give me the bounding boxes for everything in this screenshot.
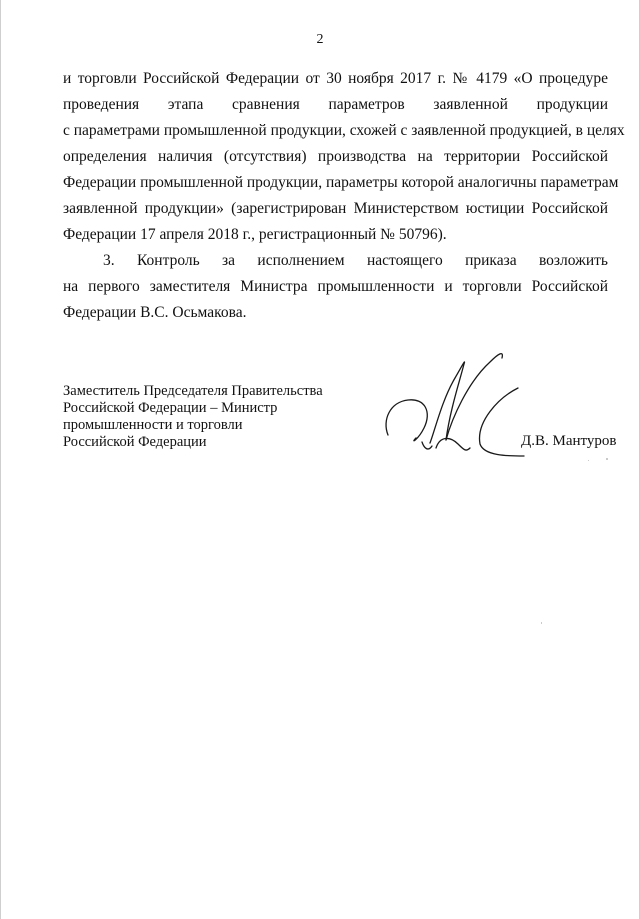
- paragraph-line: Федерации 17 апреля 2018 г., регистрационный № 50796).: [63, 226, 447, 243]
- signer-title-line: Российской Федерации – Министр: [63, 400, 278, 416]
- paragraph-line: проведения этапа сравнения параметров заявленной продукции: [63, 96, 608, 113]
- paragraph-line: 3. Контроль за исполнением настоящего приказа возложить: [103, 252, 608, 269]
- signer-title-line: Российской Федерации: [63, 434, 207, 450]
- paragraph-line: Федерации В.С. Осьмакова.: [63, 304, 247, 321]
- scan-speck: [541, 622, 542, 624]
- scan-speck: [606, 458, 608, 460]
- signer-title-line: промышленности и торговли: [63, 417, 243, 433]
- paragraph-line: и торговли Российской Федерации от 30 ноября 2017 г. № 4179 «О процедуре: [63, 70, 608, 87]
- paragraph-line: заявленной продукции» (зарегистрирован Министерством юстиции Российской: [63, 200, 608, 217]
- handwritten-signature: [380, 340, 530, 475]
- signer-title-line: Заместитель Председателя Правительства: [63, 383, 323, 399]
- paragraph-line: Федерации промышленной продукции, параметры которой аналогичны параметрам: [63, 174, 619, 191]
- signer-title-block: [63, 383, 323, 451]
- paragraph-1: [63, 66, 625, 248]
- paragraph-line: с параметрами промышленной продукции, схожей с заявленной продукцией, в целях: [63, 122, 625, 139]
- signer-name: Д.В. Мантуров: [521, 433, 617, 449]
- paragraph-line: определения наличия (отсутствия) производства на территории Российской: [63, 148, 608, 165]
- scan-speck: [588, 460, 589, 461]
- page-number: 2: [316, 32, 324, 47]
- paragraph-line: на первого заместителя Министра промышленности и торговли Российской: [63, 278, 608, 295]
- paragraph-2: [63, 248, 608, 326]
